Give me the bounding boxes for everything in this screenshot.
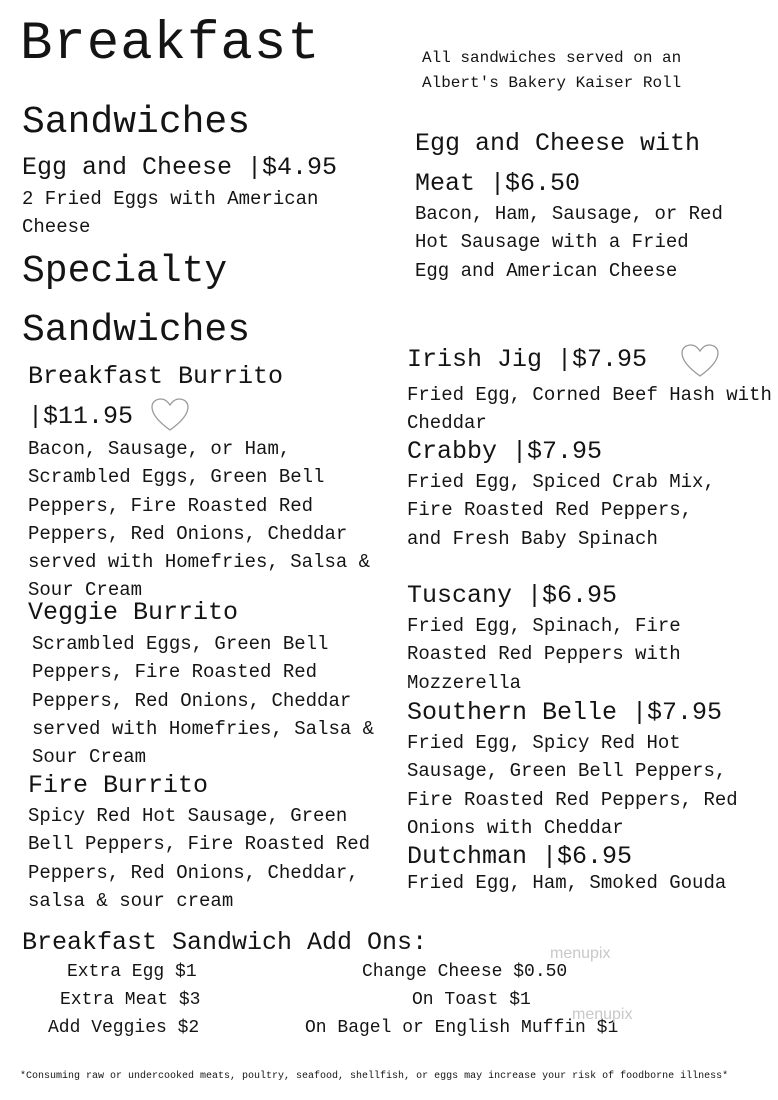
item-fire-burrito-desc: Spicy Red Hot Sausage, Green Bell Peppers, Fire Roasted Red Peppers, Red Onions, Cheddar, salsa & sour cream <box>28 805 371 912</box>
item-egg-cheese-meat-desc: Bacon, Ham, Sausage, or Red Hot Sausage with a Fried Egg and American Cheese <box>415 203 723 282</box>
item-crabby-name: Crabby |$7.95 <box>407 437 603 466</box>
item-dutchman-name: Dutchman |$6.95 <box>407 842 633 871</box>
addon-item: On Bagel or English Muffin $1 <box>305 1018 619 1038</box>
item-fire-burrito-name: Fire Burrito <box>28 771 209 800</box>
addon-item: On Toast $1 <box>412 990 531 1010</box>
item-tuscany-name: Tuscany |$6.95 <box>407 581 618 610</box>
addon-item: Change Cheese $0.50 <box>362 962 568 982</box>
item-breakfast-burrito-name-line1: Breakfast Burrito <box>28 362 284 391</box>
addons-title: Breakfast Sandwich Add Ons: <box>22 928 428 957</box>
watermark-text: menupix <box>572 1006 633 1023</box>
item-breakfast-burrito-name-line2: |$11.95 <box>28 402 134 431</box>
item-southern-belle-name: Southern Belle |$7.95 <box>407 698 723 727</box>
addon-item: Add Veggies $2 <box>48 1018 200 1038</box>
section-specialty-title-line2: Sandwiches <box>22 309 251 352</box>
section-specialty-title-line1: Specialty <box>22 250 228 293</box>
item-veggie-burrito-desc: Scrambled Eggs, Green Bell Peppers, Fire Roasted Red Peppers, Red Onions, Cheddar served with Homefries, Salsa & Sour Cream <box>32 633 375 769</box>
roll-note-line1: All sandwiches served on an <box>422 49 682 67</box>
item-tuscany-desc: Fried Egg, Spinach, Fire Roasted Red Peppers with Mozzerella <box>407 615 681 694</box>
item-irish-jig-desc: Fried Egg, Corned Beef Hash with Cheddar <box>407 384 772 435</box>
addon-item: Extra Meat $3 <box>60 990 201 1010</box>
item-irish-jig-name: Irish Jig |$7.95 <box>407 345 648 374</box>
item-southern-belle-desc: Fried Egg, Spicy Red Hot Sausage, Green Bell Peppers, Fire Roasted Red Peppers, Red Onions with Cheddar <box>407 732 738 839</box>
foodborne-disclaimer: *Consuming raw or undercooked meats, poultry, seafood, shellfish, or eggs may increase your risk of foodborne illness* <box>20 1071 729 1082</box>
item-veggie-burrito-name: Veggie Burrito <box>28 598 239 627</box>
roll-note-line2: Albert's Bakery Kaiser Roll <box>422 74 682 92</box>
section-sandwiches-title: Sandwiches <box>22 101 251 144</box>
heart-icon <box>150 397 190 433</box>
item-breakfast-burrito-desc: Bacon, Sausage, or Ham, Scrambled Eggs, Green Bell Peppers, Fire Roasted Red Peppers, Red Onions, Cheddar served with Homefries, Salsa & Sour Cream <box>28 438 371 602</box>
item-egg-cheese-name: Egg and Cheese |$4.95 <box>22 153 338 182</box>
page-title: Breakfast <box>20 14 321 75</box>
item-egg-cheese-desc: 2 Fried Eggs with American Cheese <box>22 188 319 239</box>
item-dutchman-desc: Fried Egg, Ham, Smoked Gouda <box>407 872 727 894</box>
item-egg-cheese-meat-name-line1: Egg and Cheese with <box>415 129 701 158</box>
heart-icon <box>680 343 720 379</box>
watermark-text: menupix <box>550 945 611 962</box>
item-crabby-desc: Fried Egg, Spiced Crab Mix, Fire Roasted Red Peppers, and Fresh Baby Spinach <box>407 471 715 550</box>
item-egg-cheese-meat-name-line2: Meat |$6.50 <box>415 169 581 198</box>
addon-item: Extra Egg $1 <box>67 962 197 982</box>
